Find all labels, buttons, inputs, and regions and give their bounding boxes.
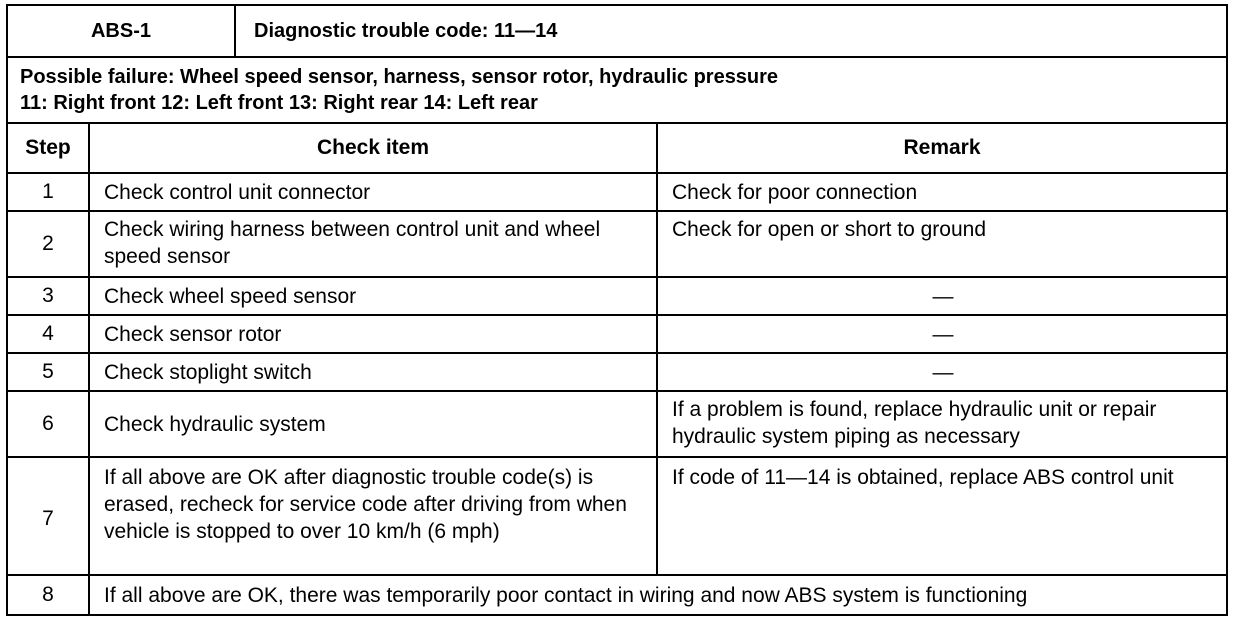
table-row <box>7 391 1227 457</box>
remark: Check for open or short to ground <box>657 211 1227 277</box>
remark: — <box>657 353 1227 391</box>
header-table <box>6 4 1228 58</box>
check-item: Check stoplight switch <box>89 353 657 391</box>
remark: — <box>657 315 1227 353</box>
remark-header: Remark <box>657 123 1227 173</box>
check-item: Check sensor rotor <box>89 315 657 353</box>
failure-row <box>7 57 1227 123</box>
step-number: 5 <box>7 353 89 391</box>
table-row <box>7 173 1227 211</box>
step-number: 1 <box>7 173 89 211</box>
title-cell: Diagnostic trouble code: 11—14 <box>235 5 1227 57</box>
failure-cell <box>7 57 1227 123</box>
check-item: Check hydraulic system <box>89 391 657 457</box>
step-number: 3 <box>7 277 89 315</box>
remark: Check for poor connection <box>657 173 1227 211</box>
table-row <box>7 315 1227 353</box>
check-item: If all above are OK after diagnostic trouble code(s) is erased, recheck for service code after driving from when vehicle is stopped to over 10 km/h (6 mph) <box>89 457 657 575</box>
step-header: Step <box>7 123 89 173</box>
check-item: If all above are OK, there was temporarily poor contact in wiring and now ABS system is functioning <box>89 575 1227 615</box>
table-row <box>7 211 1227 277</box>
remark: If a problem is found, replace hydraulic unit or repair hydraulic system piping as necessary <box>657 391 1227 457</box>
steps-table <box>6 122 1228 616</box>
remark: — <box>657 277 1227 315</box>
step-number: 7 <box>7 457 89 575</box>
failure-table <box>6 56 1228 124</box>
code-cell: ABS-1 <box>7 5 235 57</box>
table-row <box>7 457 1227 575</box>
step-number: 8 <box>7 575 89 615</box>
remark: If code of 11—14 is obtained, replace ABS control unit <box>657 457 1227 575</box>
check-item: Check wiring harness between control unit and wheel speed sensor <box>89 211 657 277</box>
failure-line-2: 11: Right front 12: Left front 13: Right rear 14: Left rear <box>20 92 538 114</box>
header-row <box>7 5 1227 57</box>
step-number: 4 <box>7 315 89 353</box>
table-row <box>7 353 1227 391</box>
diagnostic-sheet <box>6 4 1228 616</box>
failure-line-1: Possible failure: Wheel speed sensor, harness, sensor rotor, hydraulic pressure <box>20 66 779 88</box>
check-item-header: Check item <box>89 123 657 173</box>
table-row <box>7 277 1227 315</box>
table-row <box>7 575 1227 615</box>
check-item: Check control unit connector <box>89 173 657 211</box>
step-number: 6 <box>7 391 89 457</box>
check-item: Check wheel speed sensor <box>89 277 657 315</box>
step-number: 2 <box>7 211 89 277</box>
column-header-row <box>7 123 1227 173</box>
